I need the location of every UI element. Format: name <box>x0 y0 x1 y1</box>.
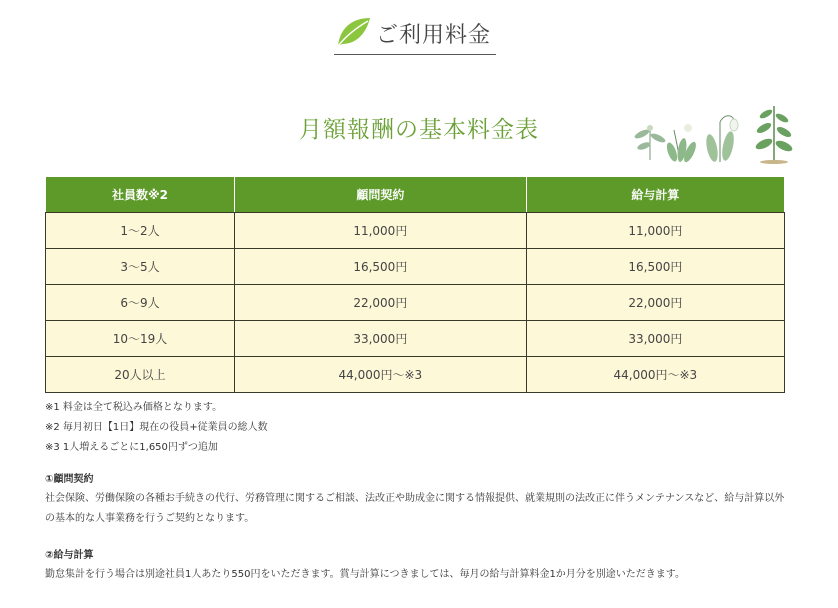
advisory-fee-cell: 11,000円 <box>234 213 526 249</box>
advisory-fee-cell: 33,000円 <box>234 321 526 357</box>
section-title: ②給与計算 <box>45 550 94 561</box>
employee-count-cell: 6〜9人 <box>46 285 235 321</box>
plant-1 <box>633 125 666 160</box>
section-body: 勤怠集計を行う場合は別途社員1人あたり550円をいただきます。賞与計算につきましては、毎月の給与計算料金1か月分を別途いただきます。 <box>45 569 686 580</box>
footnotes <box>45 398 268 458</box>
advisory-fee-cell: 44,000円〜※3 <box>234 357 526 393</box>
employee-count-cell: 1〜2人 <box>46 213 235 249</box>
employee-count-cell: 10〜19人 <box>46 321 235 357</box>
plants-illustration <box>628 100 798 164</box>
table-row <box>46 321 785 357</box>
column-header-payroll: 給与計算 <box>526 177 784 213</box>
table-heading: 月額報酬の基本料金表 <box>299 117 539 143</box>
payroll-fee-cell: 44,000円〜※3 <box>526 357 784 393</box>
footnote-2: ※2 毎月初日【1日】現在の役員+従業員の総人数 <box>45 422 268 433</box>
payroll-fee-cell: 16,500円 <box>526 249 784 285</box>
advisory-contract-section <box>45 470 785 529</box>
page-title: ご利用料金 <box>376 23 492 48</box>
table-row <box>46 285 785 321</box>
section-header <box>334 12 496 55</box>
payroll-section <box>45 546 785 585</box>
payroll-fee-cell: 33,000円 <box>526 321 784 357</box>
column-header-advisory: 顧問契約 <box>234 177 526 213</box>
footnote-1: ※1 料金は全て税込み価格となります。 <box>45 402 223 413</box>
section-body: 社会保険、労働保険の各種お手続きの代行、労務管理に関するご相談、法改正や助成金に関する情報提供、就業規則の法改正に伴うメンテナンスなど、給与計算以外の基本的な人事業務を行うご契約となります。 <box>45 493 785 524</box>
section-title: ①顧問契約 <box>45 474 94 485</box>
employee-count-cell: 20人以上 <box>46 357 235 393</box>
plant-2 <box>665 124 698 164</box>
payroll-fee-cell: 11,000円 <box>526 213 784 249</box>
payroll-fee-cell: 22,000円 <box>526 285 784 321</box>
plant-3 <box>704 116 738 163</box>
advisory-fee-cell: 22,000円 <box>234 285 526 321</box>
table-header-row <box>46 177 785 213</box>
table-row <box>46 357 785 393</box>
leaf-icon <box>334 14 372 50</box>
fee-table <box>45 176 785 393</box>
advisory-fee-cell: 16,500円 <box>234 249 526 285</box>
table-row <box>46 249 785 285</box>
footnote-3: ※3 1人増えるごとに1,650円ずつ追加 <box>45 442 218 453</box>
column-header-employees: 社員数※2 <box>46 177 235 213</box>
table-row <box>46 213 785 249</box>
plant-4 <box>754 106 794 164</box>
employee-count-cell: 3〜5人 <box>46 249 235 285</box>
